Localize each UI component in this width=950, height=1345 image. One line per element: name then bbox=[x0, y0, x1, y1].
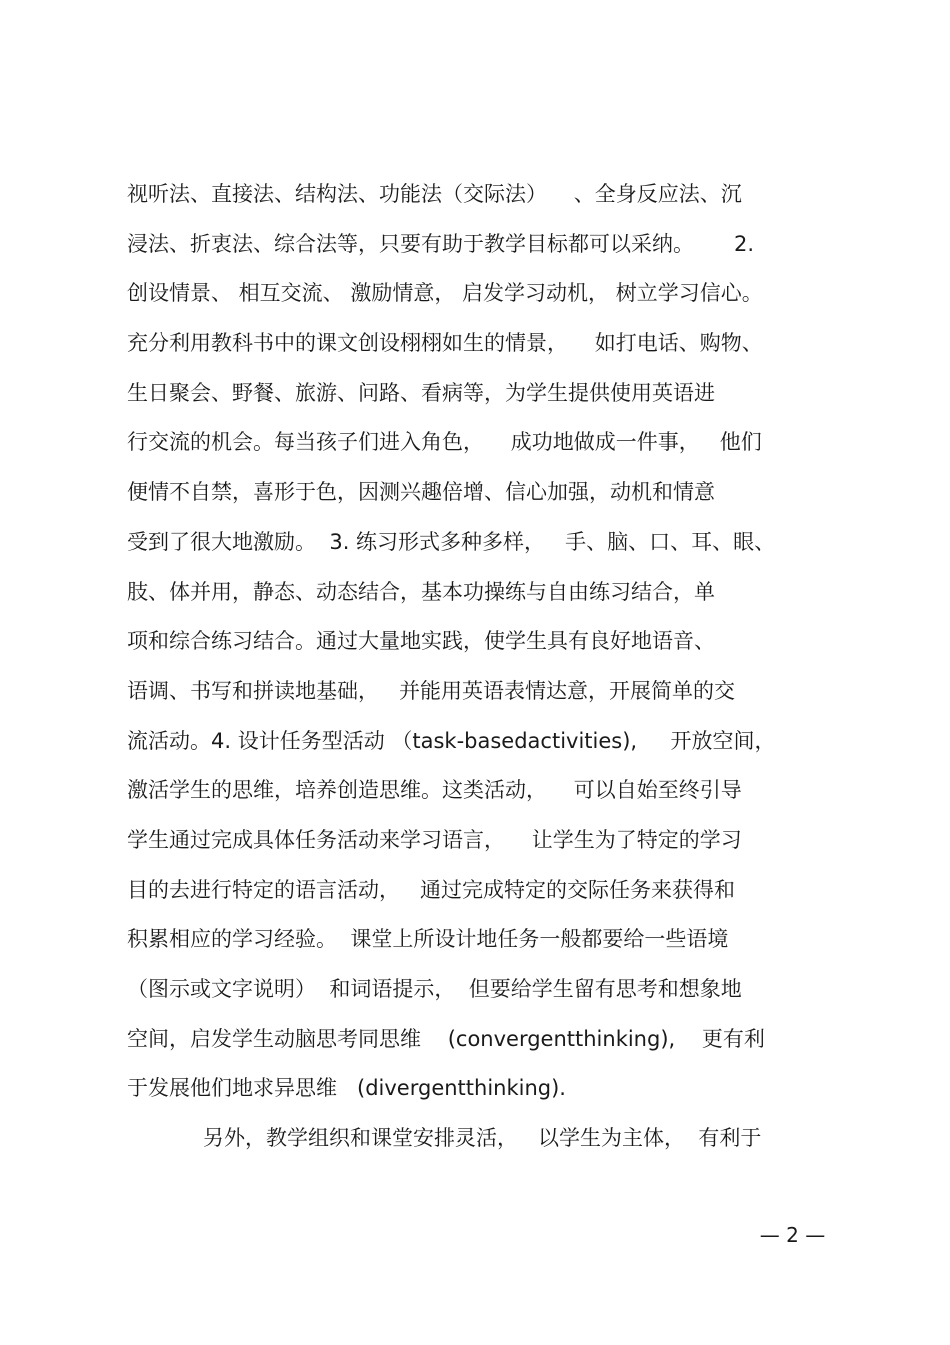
body-text bbox=[127, 176, 832, 1170]
paragraph-start-line: 另外，教学组织和课堂安排灵活， 以学生为主体， 有利于 bbox=[203, 1126, 762, 1151]
text-line: 于发展他们地求异思维 (divergentthinking). bbox=[127, 1076, 566, 1101]
text-line: 项和综合练习结合。通过大量地实践，使学生具有良好地语音、 bbox=[127, 629, 715, 654]
text-line: （图示或文字说明） 和词语提示， 但要给学生留有思考和想象地 bbox=[127, 977, 742, 1001]
text-line: 创设情景、 相互交流、 激励情意， 启发学习动机， 树立学习信心。 bbox=[127, 281, 763, 306]
text-line: 学生通过完成具体任务活动来学习语言， 让学生为了特定的学习 bbox=[127, 827, 742, 852]
text-line: 行交流的机会。每当孩子们进入角色， 成功地做成一件事， 他们 bbox=[127, 430, 762, 455]
text-line: 流活动。4. 设计任务型活动 （task-basedactivities), 开放空间， bbox=[127, 728, 776, 753]
text-line: 空间，启发学生动脑思考同思维 (convergentthinking), 更有利 bbox=[127, 1026, 765, 1051]
text-line: 目的去进行特定的语言活动， 通过完成特定的交际任务来获得和 bbox=[127, 877, 736, 902]
text-line: 受到了很大地激励。 3. 练习形式多种多样， 手、脑、口、耳、眼、 bbox=[127, 529, 776, 554]
text-line: 语调、书写和拼读地基础， 并能用英语表情达意，开展简单的交 bbox=[127, 678, 736, 703]
text-line: 便情不自禁，喜形于色，因测兴趣倍增、信心加强，动机和情意 bbox=[127, 480, 715, 505]
page-number: — 2 — bbox=[759, 1223, 826, 1247]
text-line: 视听法、直接法、结构法、功能法（交际法） 、全身反应法、沉 bbox=[127, 182, 742, 206]
text-line: 积累相应的学习经验。 课堂上所设计地任务一般都要给一些语境 bbox=[127, 927, 729, 952]
text-line: 浸法、折衷法、综合法等，只要有助于教学目标都可以采纳。 2. bbox=[127, 231, 755, 256]
text-line: 肢、体并用，静态、动态结合，基本功操练与自由练习结合，单 bbox=[127, 579, 715, 604]
text-line: 生日聚会、野餐、旅游、问路、看病等，为学生提供使用英语进 bbox=[127, 380, 715, 405]
text-line: 激活学生的思维，培养创造思维。这类活动， 可以自始至终引导 bbox=[127, 778, 742, 803]
text-line: 充分利用教科书中的课文创设栩栩如生的情景， 如打电话、购物、 bbox=[127, 331, 763, 356]
